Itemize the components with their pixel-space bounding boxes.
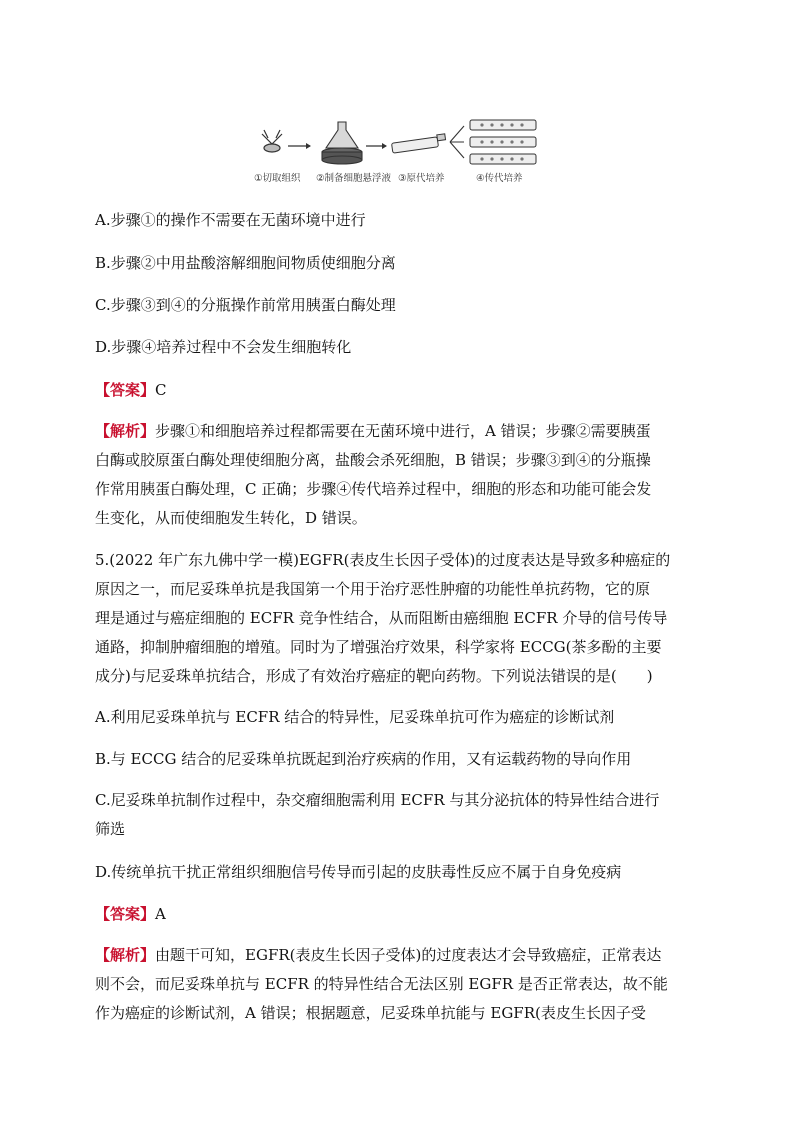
analysis-line: 白酶或胶原蛋白酶处理使细胞分离，盐酸会杀死细胞，B 错误；步骤③到④的分瓶操	[95, 451, 651, 469]
primary-culture-bottle	[392, 134, 446, 153]
q5-option-a: A.利用尼妥珠单抗与 ECFR 结合的特异性，尼妥珠单抗可作为癌症的诊断试剂	[95, 708, 615, 726]
caption-step-2: ②制备细胞悬浮液	[316, 173, 392, 184]
q5-option-c: C.尼妥珠单抗制作过程中，杂交瘤细胞需利用 ECFR 与其分泌抗体的特异性结合进行 筛选	[95, 791, 660, 838]
analysis-line: 【解析】由题干可知，EGFR(表皮生长因子受体)的过度表达才会导致癌症，正常表达	[95, 946, 662, 964]
q4-option-b: B.步骤②中用盐酸溶解细胞间物质使细胞分离	[95, 254, 396, 272]
cell-culture-diagram	[250, 118, 546, 168]
q5-option-b: B.与 ECCG 结合的尼妥珠单抗既起到治疗疾病的作用，又有运载药物的导向作用	[95, 750, 632, 768]
q5-option-d: D.传统单抗干扰正常组织细胞信号传导而引起的皮肤毒性反应不属于自身免疫病	[95, 863, 622, 881]
stem-line: 通路，抑制肿瘤细胞的增殖。同时为了增强治疗效果，科学家将 ECCG(茶多酚的主要	[95, 638, 662, 656]
stem-line: 成分)与尼妥珠单抗结合，形成了有效治疗癌症的靶向药物。下列说法错误的是( )	[95, 667, 653, 685]
q4-option-a: A.步骤①的操作不需要在无菌环境中进行	[95, 211, 366, 229]
tissue-cutting-illustration	[262, 130, 282, 152]
analysis-line: 【解析】步骤①和细胞培养过程都需要在无菌环境中进行，A 错误；步骤②需要胰蛋	[95, 422, 651, 440]
analysis-label: 【解析】	[95, 422, 156, 440]
analysis-label: 【解析】	[95, 946, 156, 964]
analysis-line: 作常用胰蛋白酶处理，C 正确；步骤④传代培养过程中，细胞的形态和功能可能会发	[95, 480, 652, 498]
q5-analysis	[95, 941, 705, 1028]
passage-culture-bottles	[470, 120, 536, 164]
stem-line: 原因之一，而尼妥珠单抗是我国第一个用于治疗恶性肿瘤的功能性单抗药物，它的原	[95, 580, 651, 598]
analysis-line: 作为癌症的诊断试剂，A 错误；根据题意，尼妥珠单抗能与 EGFR(表皮生长因子受	[95, 1004, 646, 1022]
q4-analysis	[95, 417, 705, 533]
caption-step-3: ③原代培养	[398, 173, 445, 184]
q4-answer	[95, 380, 167, 400]
answer-value: A	[155, 905, 166, 923]
analysis-line: 则不会，而尼妥珠单抗与 ECFR 的特异性结合无法区别 EGFR 是否正常表达，故不能	[95, 975, 668, 993]
q5-answer	[95, 904, 166, 924]
answer-value: C	[155, 381, 167, 399]
answer-label: 【答案】	[95, 905, 156, 923]
caption-step-4: ④传代培养	[476, 173, 523, 184]
caption-step-1: ①切取组织	[254, 173, 301, 184]
answer-label: 【答案】	[95, 381, 156, 399]
stem-line: 5.(2022 年广东九佛中学一模)EGFR(表皮生长因子受体)的过度表达是导致多种癌症的	[95, 551, 671, 569]
analysis-line: 生变化，从而使细胞发生转化，D 错误。	[95, 509, 367, 527]
q5-stem	[95, 546, 705, 691]
flask-illustration	[322, 122, 362, 164]
stem-line: 理是通过与癌症细胞的 ECFR 竞争性结合，从而阻断由癌细胞 ECFR 介导的信号传导	[95, 609, 668, 627]
q4-option-d: D.步骤④培养过程中不会发生细胞转化	[95, 338, 352, 356]
branch-arrows	[450, 126, 464, 158]
cell-culture-figure	[250, 118, 546, 190]
q4-option-c: C.步骤③到④的分瓶操作前常用胰蛋白酶处理	[95, 296, 396, 314]
